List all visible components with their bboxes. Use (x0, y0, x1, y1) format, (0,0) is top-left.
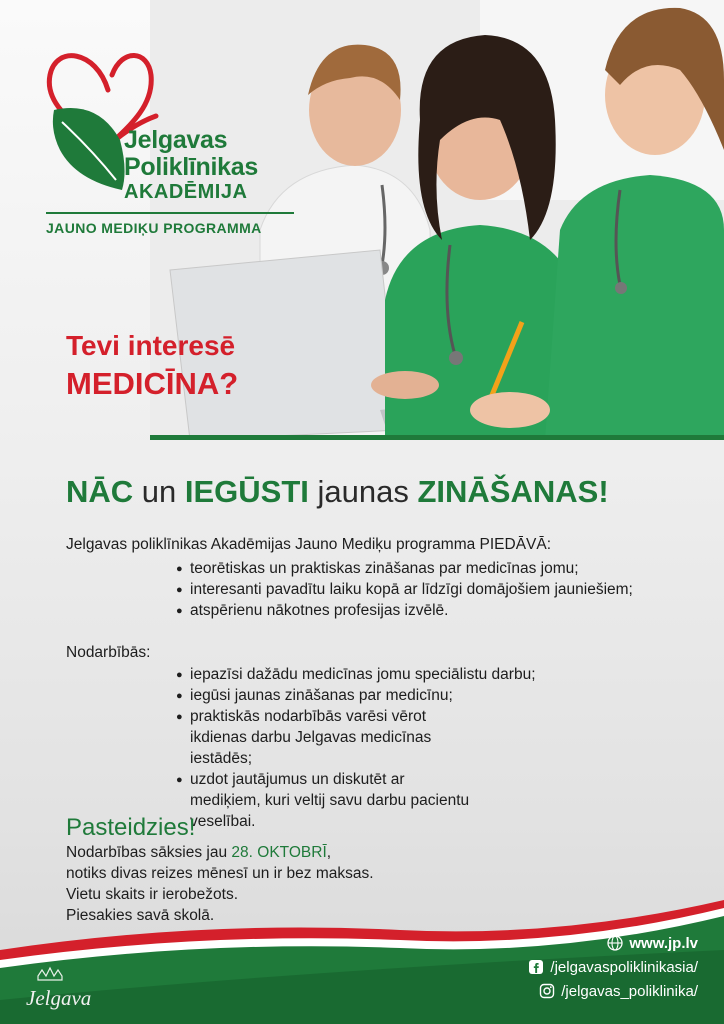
logo-divider (46, 212, 294, 214)
headline-question-line2: MEDICĪNA? (66, 366, 239, 401)
list-item: ● interesanti pavadītu laiku kopā ar līdzīgi domājošiem jauniešiem; (178, 579, 633, 600)
cta-jaunas: jaunas (308, 474, 418, 509)
activities-list (178, 664, 678, 832)
website-link[interactable] (528, 932, 698, 954)
hurry-line-frequency: notiks divas reizes mēnesī un ir bez maksas. (66, 865, 374, 882)
list-item: ● praktiskās nodarbībās varēsi vērot ikdienas darbu Jelgavas medicīnas iestādēs; (178, 706, 478, 769)
headline-question-line1: Tevi interesē (66, 330, 236, 361)
logo-line-jelgavas: Jelgavas (124, 126, 228, 154)
start-prefix: Nodarbības sāksies jau (66, 844, 232, 861)
hurry-line-start (66, 842, 374, 863)
facebook-text: /jelgavaspoliklinikasia/ (550, 958, 698, 976)
website-text: www.jp.lv (629, 934, 698, 952)
list-item: ● atspērienu nākotnes profesijas izvēlē. (178, 600, 633, 621)
facebook-link[interactable] (528, 956, 698, 978)
activities-label: Nodarbībās: (66, 644, 151, 661)
list-item: ● teorētiskas un praktiskas zināšanas par medicīnas jomu; (178, 558, 633, 579)
facebook-icon (528, 959, 544, 975)
globe-icon (607, 935, 623, 951)
logo-line-poliklinikas: Poliklīnikas (124, 153, 258, 181)
list-item: ● iepazīsi dažādu medicīnas jomu speciālistu darbu; (178, 664, 678, 685)
city-logo-text: Jelgava (26, 986, 92, 1010)
logo-line-akademija: AKADĒMIJA (124, 181, 248, 203)
instagram-icon (539, 983, 555, 999)
list-item: ● uzdot jautājumus un diskutēt ar mediķiem, kuri veltij savu darbu pacientu veselībai. (178, 769, 478, 832)
cta-nac: NĀC (66, 474, 134, 509)
photo-bottom-band (150, 435, 724, 440)
instagram-text: /jelgavas_poliklinika/ (561, 982, 698, 1000)
start-suffix: , (326, 844, 332, 861)
hurry-line-seats: Vietu skaits ir ierobežots. (66, 886, 239, 903)
logo-wordmark (124, 127, 258, 203)
hurry-title: Pasteidzies! (66, 814, 196, 841)
instagram-link[interactable] (528, 980, 698, 1002)
start-date: 28. OKTOBRĪ (231, 844, 327, 861)
cta-un: un (133, 474, 185, 509)
cta-zinasanas: ZINĀŠANAS! (417, 474, 609, 509)
offer-intro: Jelgavas poliklīnikas Akadēmijas Jauno Mediķu programma PIEDĀVĀ: (66, 536, 552, 553)
logo-tagline: JAUNO MEDIĶU PROGRAMMA (46, 220, 262, 236)
call-to-action (66, 474, 609, 510)
offer-list (178, 558, 633, 621)
contacts (528, 932, 698, 1004)
list-item: ● iegūsi jaunas zināšanas par medicīnu; (178, 685, 678, 706)
cta-iegusti: IEGŪSTI (184, 474, 309, 509)
hurry-line-apply: Piesakies savā skolā. (66, 907, 215, 924)
